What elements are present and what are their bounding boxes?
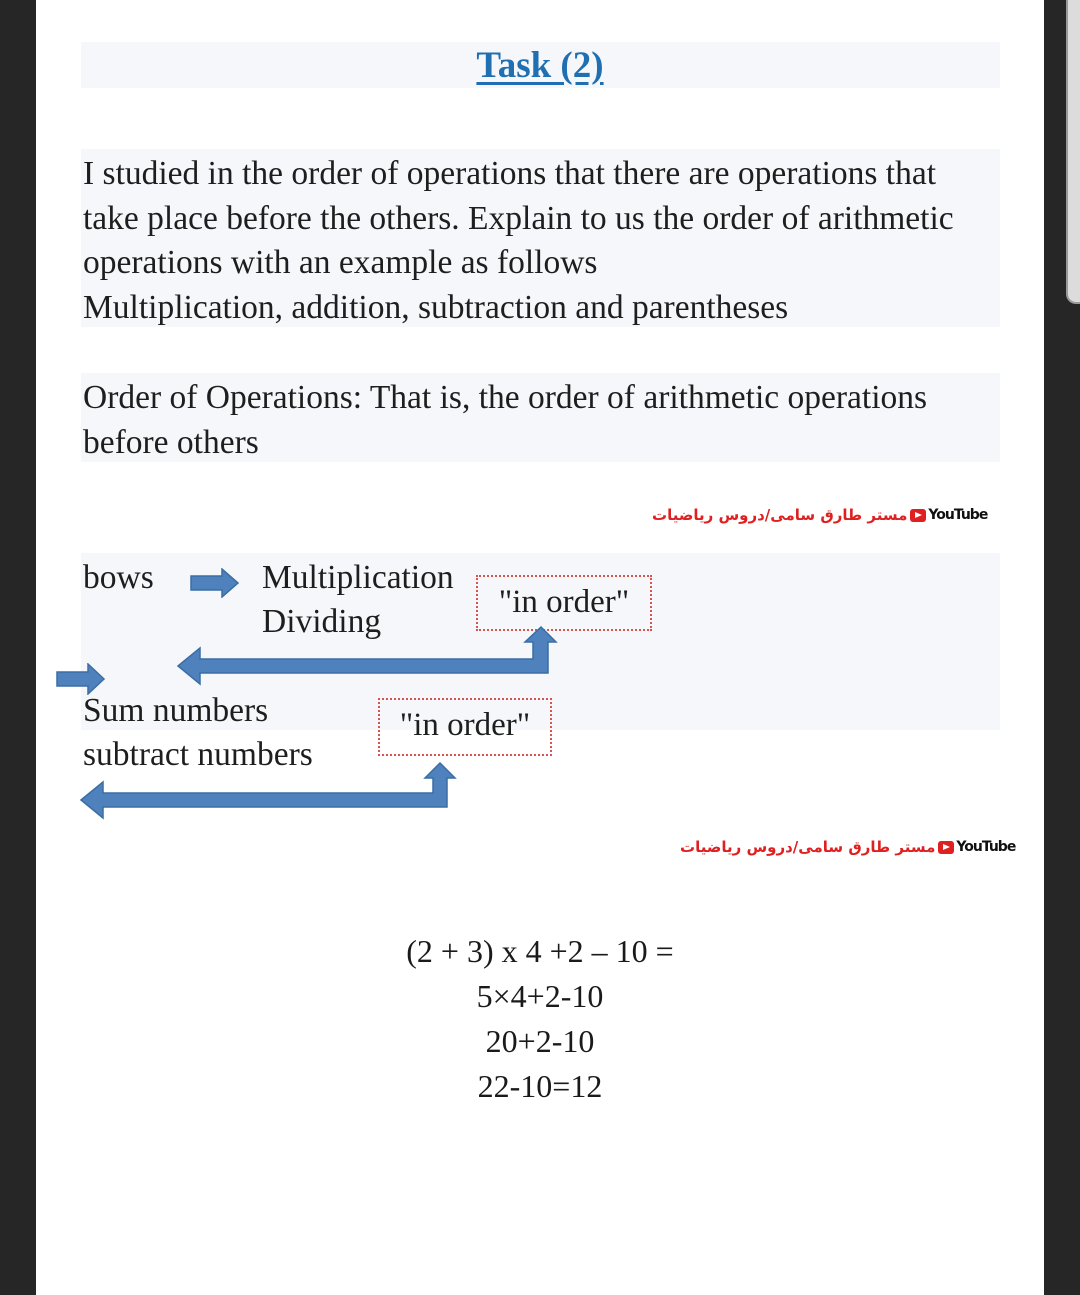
youtube-play-icon <box>938 841 954 854</box>
question-line: I studied in the order of operations that there are operations that <box>83 155 937 192</box>
youtube-watermark <box>680 835 1015 859</box>
watermark-text: مستر طارق سامى/دروس رياضيات <box>652 506 908 524</box>
example-line: 5×4+2-10 <box>476 978 604 1014</box>
subtract-numbers-label: subtract numbers <box>83 736 313 773</box>
sum-numbers-label: Sum numbers <box>83 692 269 729</box>
question-line: operations with an example as follows <box>83 244 598 281</box>
right-arrow-icon <box>190 568 240 598</box>
definition-line: Order of Operations: That is, the order of arithmetic operations <box>83 379 928 416</box>
definition-line: before others <box>83 423 259 461</box>
dividing-label: Dividing <box>262 603 382 640</box>
question-line: Multiplication, addition, subtraction and parentheses <box>83 288 789 326</box>
youtube-watermark <box>652 503 987 527</box>
bent-left-arrow-icon <box>170 624 560 686</box>
question-line: take place before the others. Explain to us the order of arithmetic <box>83 199 954 237</box>
bows-label: bows <box>83 559 154 596</box>
example-line: 20+2-10 <box>485 1023 595 1059</box>
youtube-logo-text: YouTube <box>928 507 988 523</box>
multiplication-label: Multiplication <box>262 559 454 596</box>
bent-left-arrow-icon <box>78 760 458 820</box>
youtube-play-icon <box>910 509 926 522</box>
question-paragraph <box>83 152 998 330</box>
watermark-text: مستر طارق سامى/دروس رياضيات <box>680 838 936 856</box>
in-order-box: "in order" <box>378 698 552 756</box>
in-order-box: "in order" <box>476 575 652 631</box>
task-title: Task (2) <box>476 45 604 86</box>
example-line: (2 + 3) x 4 +2 – 10 = <box>406 933 674 969</box>
example-line: 22-10=12 <box>477 1068 603 1104</box>
definition-paragraph <box>83 376 998 465</box>
youtube-logo-text: YouTube <box>956 839 1016 855</box>
